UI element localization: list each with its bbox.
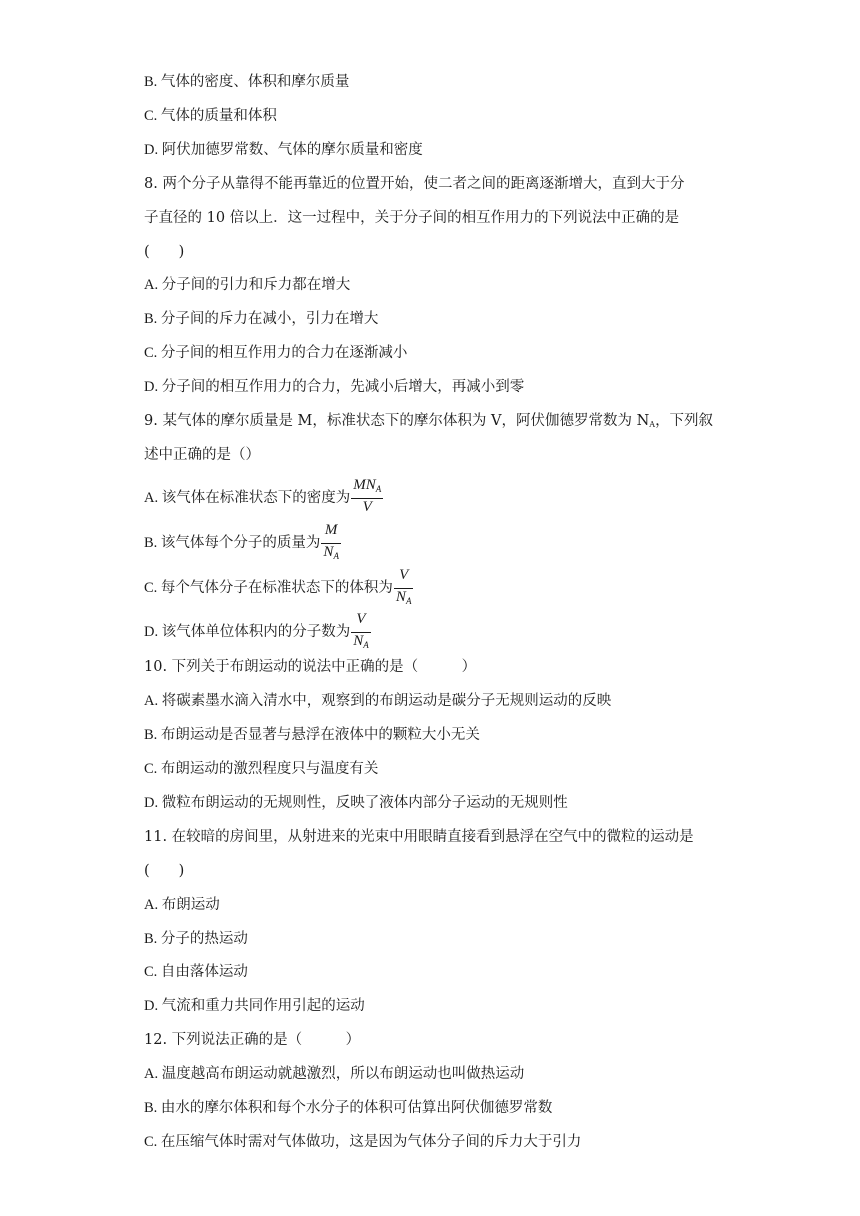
q9-option-b-fraction (321, 522, 341, 565)
fraction-numerator: V (399, 567, 409, 583)
q10-option-b: B. 布朗运动是否显著与悬浮在液体中的颗粒大小无关 (144, 727, 480, 743)
q9-option-d-text: D. 该气体单位体积内的分子数为 (144, 623, 351, 640)
q9-stem-subscript: A (649, 420, 656, 429)
q11-stem-line-1: 11. 在较暗的房间里，从射进来的光束中用眼睛直接看到悬浮在空气中的微粒的运动是 (144, 829, 694, 845)
fraction-numerator-subscript: A (375, 484, 382, 494)
q9-option-c-text: C. 每个气体分子在标准状态下的体积为 (144, 579, 393, 596)
q8-option-c: C. 分子间的相互作用力的合力在逐渐减小 (144, 345, 408, 361)
q8-option-b: B. 分子间的斥力在减小，引力在增大 (144, 311, 379, 327)
fraction-denominator-subscript: A (333, 551, 339, 561)
q7-option-b: B. 气体的密度、体积和摩尔质量 (144, 74, 350, 90)
fraction-denominator-subscript: A (405, 596, 412, 606)
q12-option-a: A. 温度越高布朗运动就越激烈，所以布朗运动也叫做热运动 (144, 1066, 525, 1082)
q10-option-a: A. 将碳素墨水滴入清水中，观察到的布朗运动是碳分子无规则运动的反映 (144, 693, 612, 709)
q10-option-c: C. 布朗运动的激烈程度只与温度有关 (144, 761, 379, 777)
q9-option-a-fraction (351, 477, 383, 520)
q8-option-d: D. 分子间的相互作用力的合力，先减小后增大，再减小到零 (144, 379, 525, 395)
q8-option-a: A. 分子间的引力和斥力都在增大 (144, 277, 351, 293)
q9-option-a (144, 477, 383, 520)
q11-option-d: D. 气流和重力共同作用引起的运动 (144, 998, 365, 1014)
fraction-denominator-subscript: A (363, 640, 369, 650)
fraction-denominator: N (323, 544, 334, 560)
fraction-numerator: V (356, 611, 366, 627)
q8-stem-line-3: ( ) (144, 244, 185, 260)
q9-option-b-text: B. 该气体每个分子的质量为 (144, 534, 321, 551)
q11-stem-line-2: ( ) (144, 863, 185, 879)
fraction-numerator: M (324, 522, 338, 538)
q8-stem-line-1: 8. 两个分子从靠得不能再靠近的位置开始，使二者之间的距离逐渐增大，直到大于分 (144, 176, 685, 192)
q11-option-c: C. 自由落体运动 (144, 964, 248, 980)
q9-stem-line-1 (144, 411, 713, 435)
fraction-numerator: MN (353, 477, 376, 493)
q9-option-c-fraction (394, 567, 414, 610)
q9-option-c (144, 567, 413, 610)
fraction-denominator: N (353, 633, 364, 649)
q12-option-b: B. 由水的摩尔体积和每个水分子的体积可估算出阿伏伽德罗常数 (144, 1100, 553, 1116)
q9-stem-part-2: ，下列叙 (655, 413, 714, 429)
q12-stem: 12. 下列说法正确的是（ ） (144, 1032, 361, 1048)
q7-option-d: D. 阿伏加德罗常数、气体的摩尔质量和密度 (144, 142, 423, 158)
q9-stem-part-1: 9. 某气体的摩尔质量是 M，标准状态下的摩尔体积为 V，阿伏伽德罗常数为 N (144, 413, 650, 429)
fraction-denominator: N (395, 589, 406, 605)
q11-option-a: A. 布朗运动 (144, 897, 220, 913)
q8-stem-line-2: 子直径的 10 倍以上．这一过程中，关于分子间的相互作用力的下列说法中正确的是 (144, 210, 680, 226)
q7-option-c: C. 气体的质量和体积 (144, 108, 277, 124)
fraction-denominator: V (362, 499, 372, 515)
q10-option-d: D. 微粒布朗运动的无规则性，反映了液体内部分子运动的无规则性 (144, 795, 568, 811)
q12-option-c: C. 在压缩气体时需对气体做功，这是因为气体分子间的斥力大于引力 (144, 1134, 582, 1150)
q9-option-b (144, 522, 341, 565)
q10-stem: 10. 下列关于布朗运动的说法中正确的是（ ） (144, 659, 477, 675)
q9-option-a-text: A. 该气体在标准状态下的密度为 (144, 489, 351, 506)
q9-option-d (144, 611, 371, 654)
q9-stem-line-2: 述中正确的是（） (144, 447, 260, 463)
q11-option-b: B. 分子的热运动 (144, 931, 248, 947)
q9-option-d-fraction (351, 611, 371, 654)
